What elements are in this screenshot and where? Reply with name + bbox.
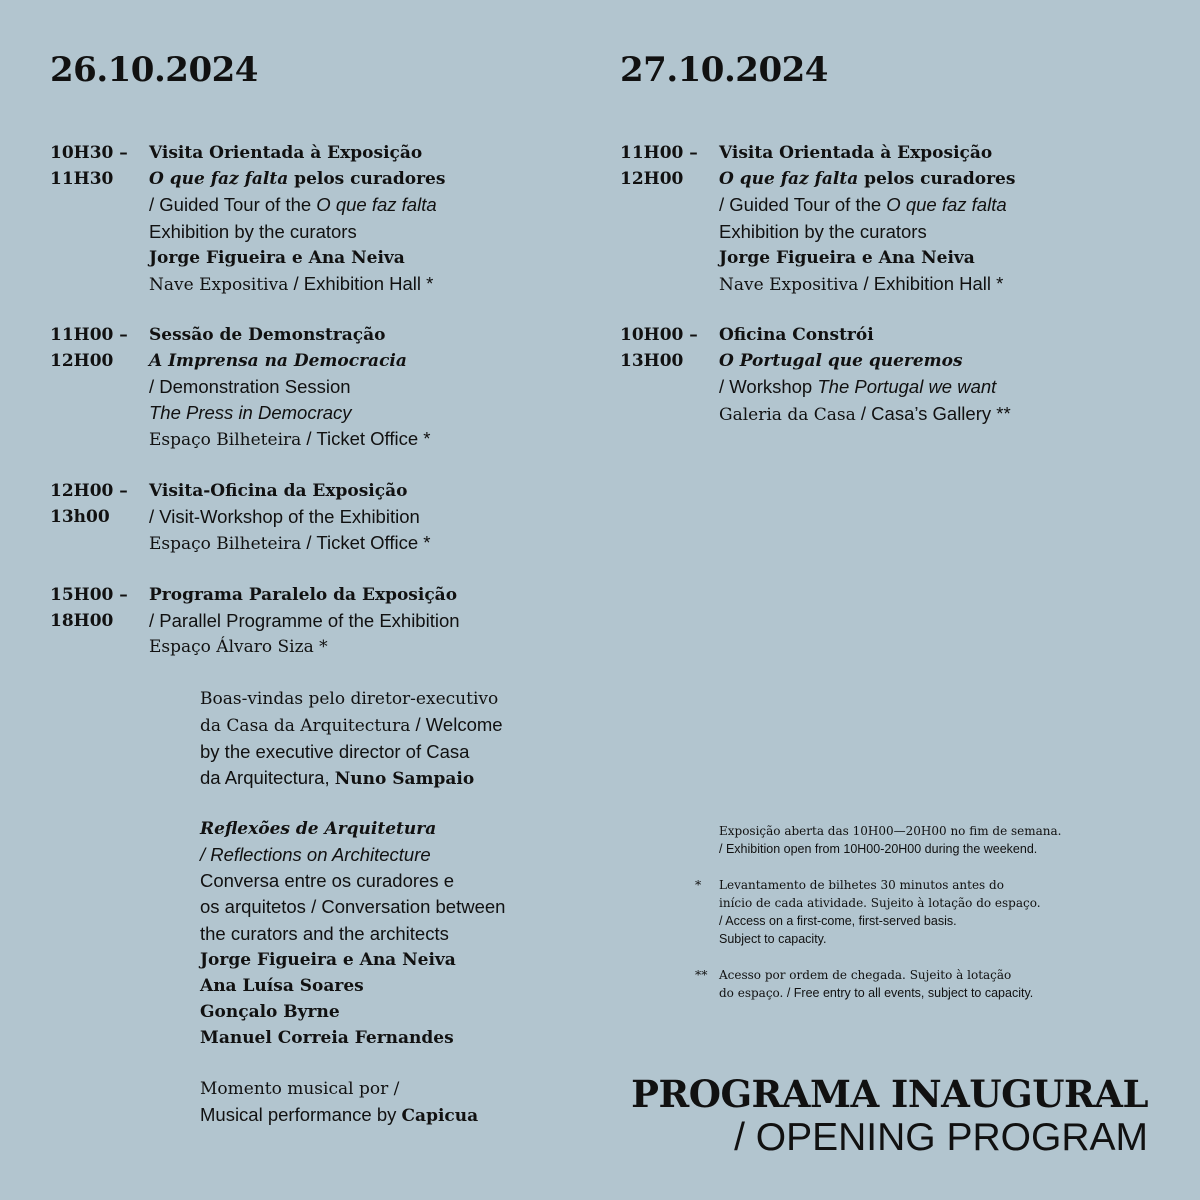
en-text: / Guided Tour of the <box>719 194 887 215</box>
event-english: / Visit-Workshop of the Exhibition <box>149 506 420 527</box>
event-time <box>50 478 145 530</box>
time-end: 12H00 <box>50 351 114 371</box>
sub-title: Reflexões de Arquitetura <box>200 819 437 839</box>
event-english: / Demonstration Session <box>149 376 351 397</box>
title-pt: PROGRAMA INAUGURAL <box>631 1072 1148 1116</box>
sub-line: Conversa entre os curadores e <box>200 870 454 891</box>
note-pt: Levantamento de bilhetes 30 minutos antes do <box>719 878 1004 892</box>
sub-line <box>200 1102 478 1129</box>
event-location <box>149 530 569 557</box>
en-text: / Guided Tour of the <box>149 194 317 215</box>
asterisk-mark: ** <box>695 967 708 982</box>
time-start: 10H00 – <box>620 325 698 345</box>
event-english <box>719 192 1139 219</box>
sub-person: Ana Luísa Soares <box>200 976 364 996</box>
time-end: 18H00 <box>50 611 114 631</box>
sub-line: by the executive director of Casa <box>200 741 470 762</box>
event-title: Visita Orientada à Exposição <box>719 143 993 163</box>
sub-person: Jorge Figueira e Ana Neiva <box>200 950 456 970</box>
location-pt: Nave Expositiva <box>719 275 859 295</box>
subtitle-rest: pelos curadores <box>858 169 1016 189</box>
en-text-2: Exhibition by the curators <box>149 221 357 242</box>
event-people: Jorge Figueira e Ana Neiva <box>149 248 405 268</box>
time-end: 13H00 <box>620 351 684 371</box>
sub-line <box>200 765 503 792</box>
event-english <box>149 192 569 219</box>
note-line <box>719 984 1033 1002</box>
title-en: / OPENING PROGRAM <box>734 1116 1148 1159</box>
sub-line <box>200 712 503 739</box>
note-en: Subject to capacity. <box>719 932 827 946</box>
en-italic: The Portugal we want <box>817 376 997 397</box>
time-start: 15H00 – <box>50 585 128 605</box>
event-description <box>149 478 569 557</box>
event-english <box>719 374 1139 401</box>
event-time <box>620 140 715 192</box>
location-pt: Galeria da Casa <box>719 405 856 425</box>
sub-pt: os arquitetos <box>200 896 306 917</box>
time-start: 11H00 – <box>50 325 128 345</box>
date-day2: 27.10.2024 <box>620 50 828 90</box>
sub-person: Capicua <box>401 1106 479 1126</box>
location-pt: Nave Expositiva <box>149 275 289 295</box>
sub-en: / Welcome <box>410 714 503 735</box>
sub-welcome <box>200 686 503 792</box>
en-text: / Workshop <box>719 376 818 397</box>
event-description <box>149 582 569 660</box>
subtitle-italic: O que faz falta <box>149 169 289 189</box>
event-location: Espaço Álvaro Siza * <box>149 637 328 657</box>
event-time <box>620 322 715 374</box>
time-end: 13h00 <box>50 507 110 527</box>
en-italic: O que faz falta <box>316 194 437 215</box>
event-time <box>50 322 145 374</box>
note-en: / Access on a first-come, first-served basis. <box>719 914 957 928</box>
time-end: 11H30 <box>50 169 114 189</box>
event-title: Visita Orientada à Exposição <box>149 143 423 163</box>
sub-line: Momento musical por / <box>200 1079 400 1099</box>
location-en: / Ticket Office * <box>301 532 431 553</box>
location-en: / Exhibition Hall * <box>858 273 1004 294</box>
sub-musical <box>200 1076 478 1129</box>
event-subtitle <box>149 166 569 192</box>
note-en: / Exhibition open from 10H00-20H00 during the weekend. <box>719 842 1038 856</box>
event-location <box>149 426 569 453</box>
event-description <box>719 322 1139 428</box>
location-pt: Espaço Bilheteira <box>149 534 302 554</box>
en-italic: O que faz falta <box>886 194 1007 215</box>
note-pt: Acesso por ordem de chegada. Sujeito à lotação <box>719 968 1012 982</box>
sub-line: the curators and the architects <box>200 923 449 944</box>
event-description <box>149 140 569 298</box>
page-title <box>631 1072 1148 1160</box>
event-subtitle: A Imprensa na Democracia <box>149 351 407 371</box>
sub-person: Nuno Sampaio <box>334 769 475 789</box>
event-location <box>149 271 569 298</box>
sub-pt: da Casa da Arquitectura <box>200 716 411 736</box>
time-end: 12H00 <box>620 169 684 189</box>
time-start: 11H00 – <box>620 143 698 163</box>
event-english-italic: The Press in Democracy <box>149 402 352 423</box>
time-start: 12H00 – <box>50 481 128 501</box>
note-pt: do espaço. <box>719 986 784 1000</box>
location-en: / Casa’s Gallery ** <box>855 403 1011 424</box>
event-subtitle <box>719 166 1139 192</box>
sub-reflections <box>200 816 505 1051</box>
location-en: / Ticket Office * <box>301 428 431 449</box>
sub-title-en: / Reflections on Architecture <box>200 844 431 865</box>
event-description <box>149 322 569 453</box>
event-location <box>719 271 1139 298</box>
sub-person: Gonçalo Byrne <box>200 1002 340 1022</box>
asterisk-mark: * <box>695 877 702 892</box>
event-description <box>719 140 1139 298</box>
event-time <box>50 582 145 634</box>
event-people: Jorge Figueira e Ana Neiva <box>719 248 975 268</box>
note-pt: início de cada atividade. Sujeito à lotação do espaço. <box>719 896 1041 910</box>
sub-en: da Arquitectura, <box>200 767 335 788</box>
event-time <box>50 140 145 192</box>
event-location <box>719 401 1139 428</box>
event-title: Sessão de Demonstração <box>149 325 386 345</box>
event-title: Oficina Constrói <box>719 325 874 345</box>
note-en: / Free entry to all events, subject to capacity. <box>783 986 1034 1000</box>
event-subtitle: O Portugal que queremos <box>719 351 963 371</box>
sub-en: / Conversation between <box>305 896 506 917</box>
sub-person: Manuel Correia Fernandes <box>200 1028 454 1048</box>
sub-line <box>200 894 505 921</box>
note-pt: Exposição aberta das 10H00—20H00 no fim de semana. <box>719 824 1062 838</box>
date-day1: 26.10.2024 <box>50 50 258 90</box>
location-pt: Espaço Bilheteira <box>149 430 302 450</box>
sub-line: Boas-vindas pelo diretor-executivo <box>200 689 499 709</box>
event-title: Programa Paralelo da Exposição <box>149 585 458 605</box>
time-start: 10H30 – <box>50 143 128 163</box>
location-en: / Exhibition Hall * <box>288 273 434 294</box>
en-text-2: Exhibition by the curators <box>719 221 927 242</box>
subtitle-italic: O que faz falta <box>719 169 859 189</box>
event-english: / Parallel Programme of the Exhibition <box>149 610 460 631</box>
sub-en: Musical performance by <box>200 1104 402 1125</box>
event-title: Visita-Oficina da Exposição <box>149 481 408 501</box>
subtitle-rest: pelos curadores <box>288 169 446 189</box>
